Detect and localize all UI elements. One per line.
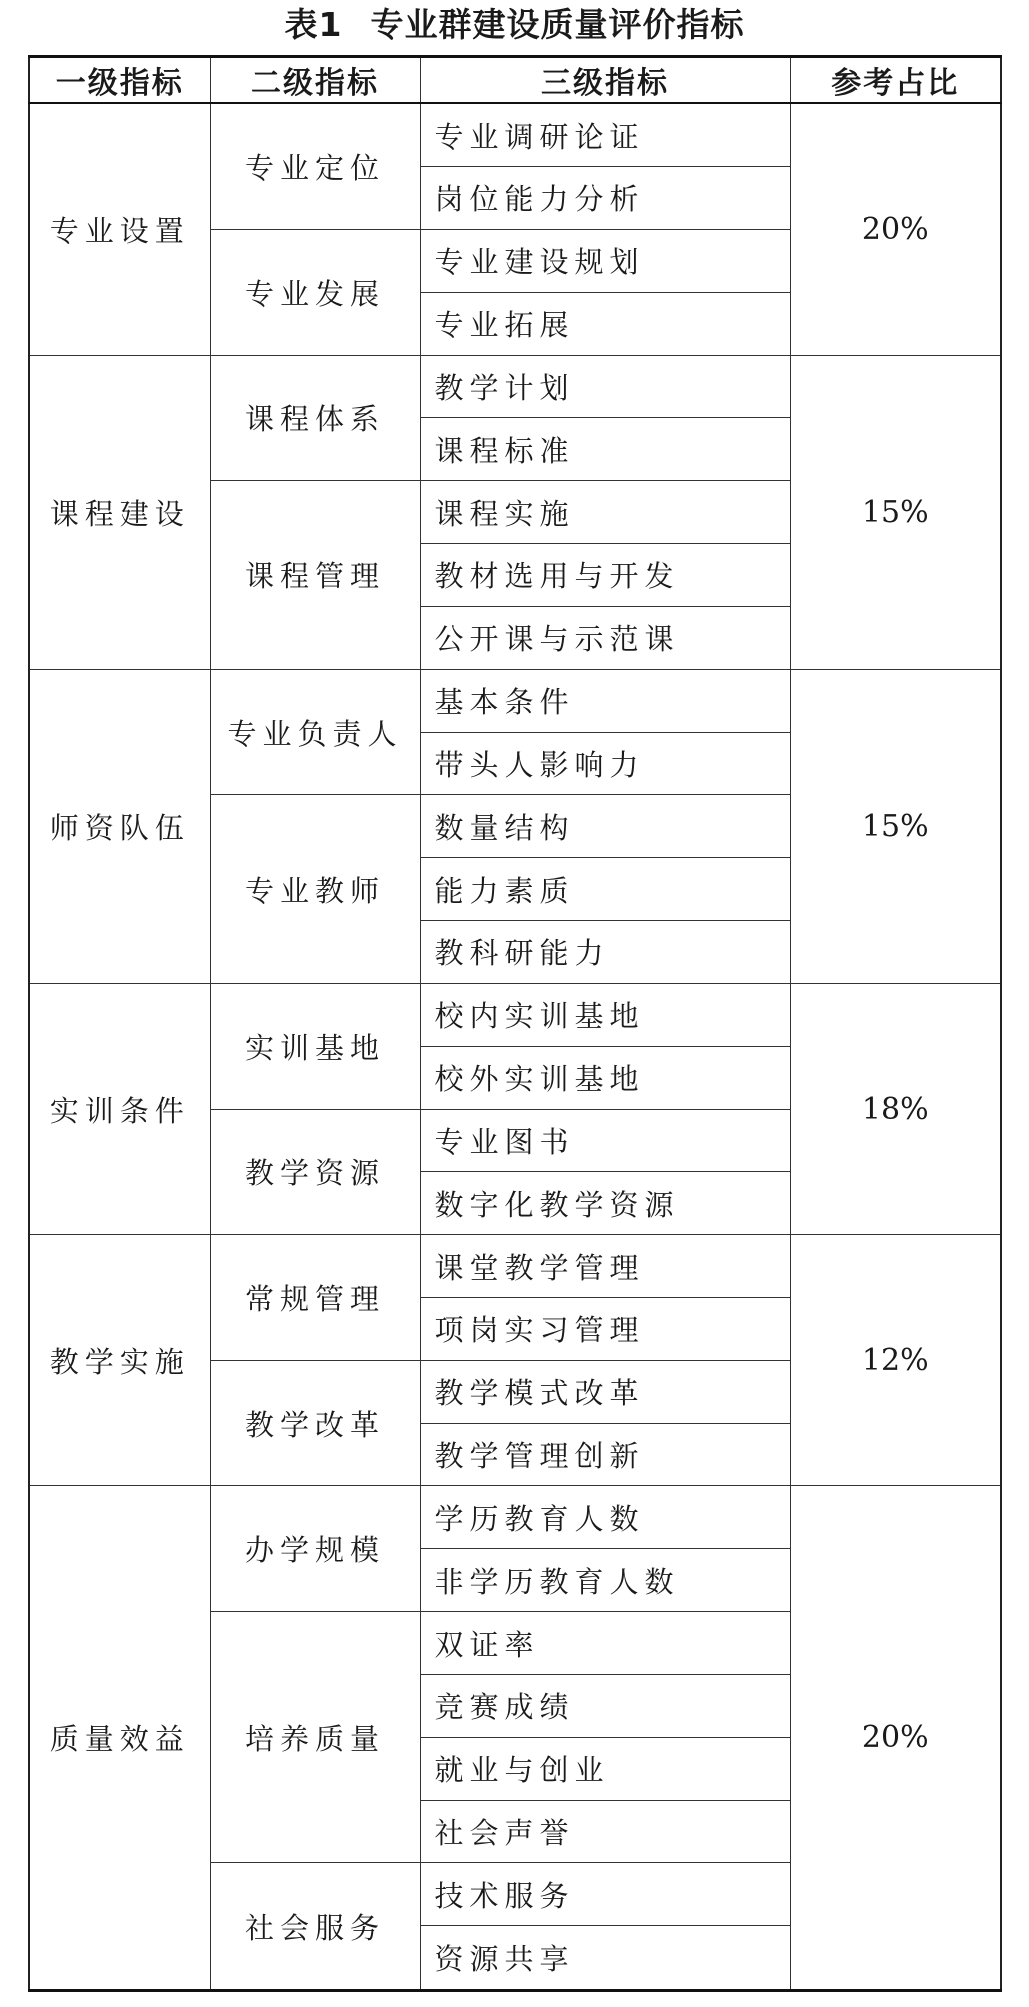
level1-cell: 专业设置 [29, 103, 210, 355]
level3-cell: 公开课与示范课 [420, 606, 790, 669]
level2-cell: 社会服务 [210, 1863, 420, 1991]
ratio-cell: 20% [790, 103, 1001, 355]
header-ratio: 参考占比 [790, 57, 1001, 104]
level1-cell: 课程建设 [29, 355, 210, 669]
level3-cell: 能力素质 [420, 858, 790, 921]
level3-cell: 课堂教学管理 [420, 1235, 790, 1298]
ratio-cell: 15% [790, 355, 1001, 669]
level3-cell: 资源共享 [420, 1926, 790, 1991]
level3-cell: 社会声誉 [420, 1800, 790, 1863]
level1-cell: 质量效益 [29, 1486, 210, 1991]
table-caption [0, 0, 1029, 50]
level3-cell: 课程标准 [420, 418, 790, 481]
indicator-table [28, 55, 1002, 1992]
table-row [29, 1235, 1001, 1298]
level3-cell: 专业拓展 [420, 292, 790, 355]
level3-cell: 带头人影响力 [420, 732, 790, 795]
level3-cell: 课程实施 [420, 481, 790, 544]
level2-cell: 培养质量 [210, 1612, 420, 1863]
ratio-cell: 18% [790, 983, 1001, 1234]
level3-cell: 教科研能力 [420, 921, 790, 984]
level3-cell: 教学模式改革 [420, 1360, 790, 1423]
level3-cell: 项岗实习管理 [420, 1297, 790, 1360]
level3-cell: 教材选用与开发 [420, 544, 790, 607]
level2-cell: 常规管理 [210, 1235, 420, 1361]
level1-cell: 实训条件 [29, 983, 210, 1234]
table-row [29, 669, 1001, 732]
level2-cell: 课程管理 [210, 481, 420, 669]
level2-cell: 专业教师 [210, 795, 420, 983]
table-row [29, 1486, 1001, 1549]
level2-cell: 专业负责人 [210, 669, 420, 795]
level3-cell: 基本条件 [420, 669, 790, 732]
level2-cell: 课程体系 [210, 355, 420, 481]
level3-cell: 专业建设规划 [420, 229, 790, 292]
level3-cell: 双证率 [420, 1612, 790, 1675]
level1-cell: 教学实施 [29, 1235, 210, 1486]
level3-cell: 岗位能力分析 [420, 167, 790, 230]
ratio-cell: 20% [790, 1486, 1001, 1991]
table-row [29, 355, 1001, 418]
ratio-cell: 12% [790, 1235, 1001, 1486]
level3-cell: 校外实训基地 [420, 1046, 790, 1109]
level3-cell: 技术服务 [420, 1863, 790, 1926]
table-row [29, 103, 1001, 167]
ratio-cell: 15% [790, 669, 1001, 983]
table-row [29, 983, 1001, 1046]
level3-cell: 专业调研论证 [420, 103, 790, 167]
header-level3: 三级指标 [420, 57, 790, 104]
level3-cell: 专业图书 [420, 1109, 790, 1172]
level2-cell: 专业定位 [210, 103, 420, 229]
level2-cell: 教学改革 [210, 1360, 420, 1486]
table-title: 专业群建设质量评价指标 [370, 5, 745, 44]
level2-cell: 办学规模 [210, 1486, 420, 1612]
level1-cell: 师资队伍 [29, 669, 210, 983]
header-row [29, 57, 1001, 104]
level3-cell: 校内实训基地 [420, 983, 790, 1046]
level3-cell: 教学管理创新 [420, 1423, 790, 1486]
level3-cell: 教学计划 [420, 355, 790, 418]
level3-cell: 就业与创业 [420, 1737, 790, 1800]
table-number: 表1 [284, 5, 343, 44]
level3-cell: 数字化教学资源 [420, 1172, 790, 1235]
level2-cell: 实训基地 [210, 983, 420, 1109]
level3-cell: 学历教育人数 [420, 1486, 790, 1549]
level3-cell: 竞赛成绩 [420, 1674, 790, 1737]
header-level1: 一级指标 [29, 57, 210, 104]
level3-cell: 非学历教育人数 [420, 1549, 790, 1612]
level2-cell: 专业发展 [210, 229, 420, 355]
header-level2: 二级指标 [210, 57, 420, 104]
level3-cell: 数量结构 [420, 795, 790, 858]
level2-cell: 教学资源 [210, 1109, 420, 1235]
